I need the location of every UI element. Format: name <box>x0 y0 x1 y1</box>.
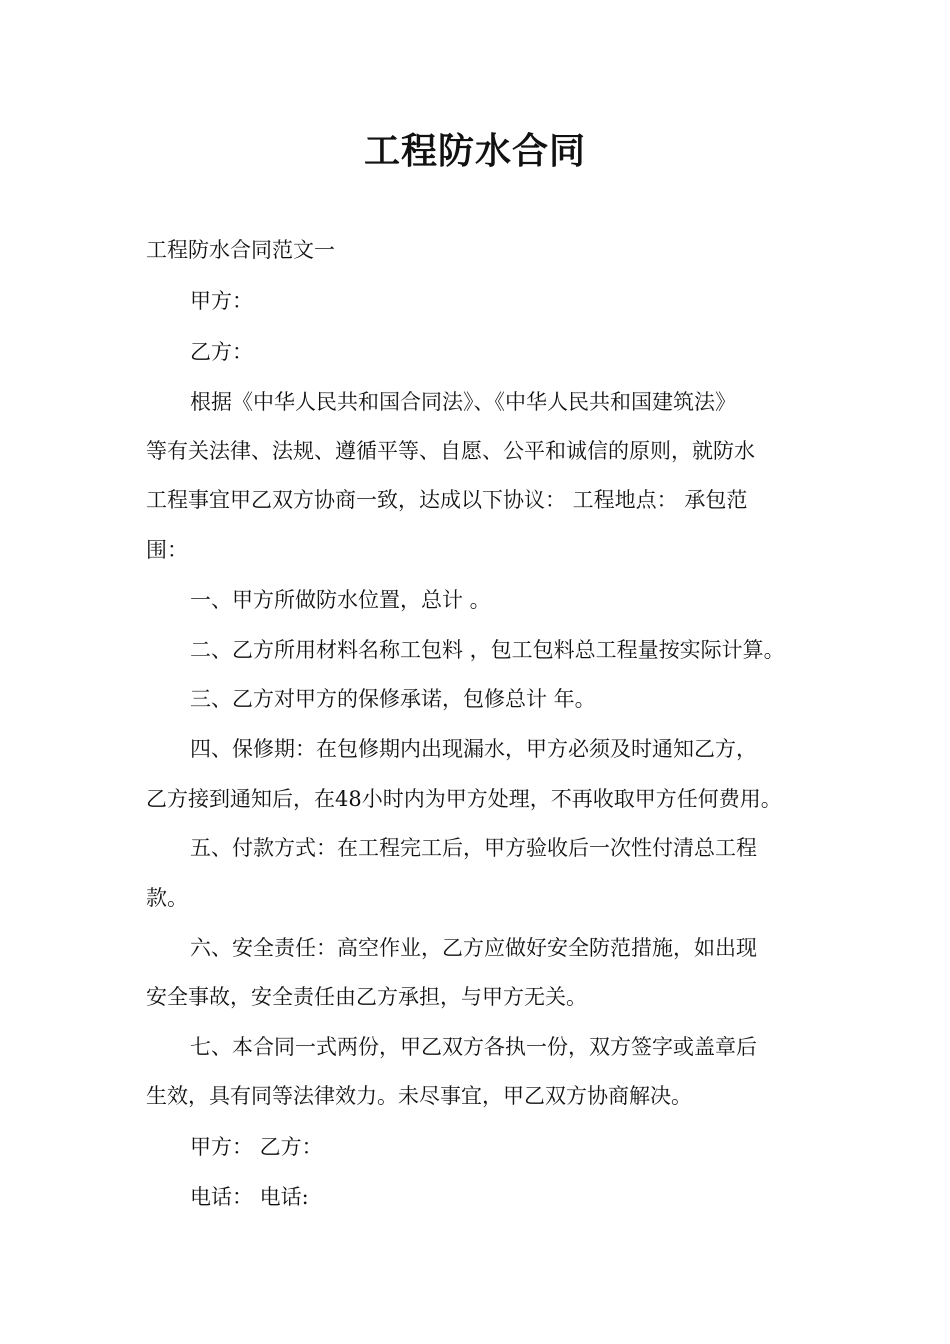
preamble-line-3: 工程事宜甲乙双方协商一致，达成以下协议： 工程地点： 承包范 <box>146 488 748 512</box>
clause-6-line-2: 安全事故，安全责任由乙方承担，与甲方无关。 <box>146 985 587 1009</box>
clause-2: 二、乙方所用材料名称工包料 ，包工包料总工程量按实际计算。 <box>190 638 785 662</box>
clause-5-line-1: 五、付款方式：在工程完工后，甲方验收后一次性付清总工程 <box>190 836 757 860</box>
clause-1: 一、甲方所做防水位置，总计 。 <box>190 588 491 612</box>
clause-5-line-2: 款。 <box>146 886 188 910</box>
document-title: 工程防水合同 <box>363 131 586 172</box>
subtitle-line: 工程防水合同范文一 <box>146 238 335 262</box>
signature-parties: 甲方： 乙方： <box>190 1135 323 1159</box>
preamble-line-2: 等有关法律、法规、遵循平等、自愿、公平和诚信的原则，就防水 <box>146 439 755 463</box>
clause-3: 三、乙方对甲方的保修承诺，包修总计 年。 <box>190 687 596 711</box>
preamble-line-4: 围： <box>146 538 188 562</box>
party-a-label: 甲方： <box>190 289 253 313</box>
clause-7-line-2: 生效，具有同等法律效力。未尽事宜，甲乙双方协商解决。 <box>146 1084 692 1108</box>
clause-7-line-1: 七、本合同一式两份，甲乙双方各执一份，双方签字或盖章后 <box>190 1035 757 1059</box>
preamble-line-1: 根据《中华人民共和国合同法》、《中华人民共和国建筑法》 <box>190 390 736 414</box>
party-b-label: 乙方： <box>190 340 253 364</box>
signature-phones: 电话： 电话: <box>190 1185 309 1209</box>
clause-4-line-2: 乙方接到通知后，在48小时内为甲方处理，不再收取甲方任何费用。 <box>146 787 782 811</box>
clause-6-line-1: 六、安全责任：高空作业，乙方应做好安全防范措施，如出现 <box>190 936 757 960</box>
clause-4-line-1: 四、保修期：在包修期内出现漏水，甲方必须及时通知乙方， <box>190 737 757 761</box>
